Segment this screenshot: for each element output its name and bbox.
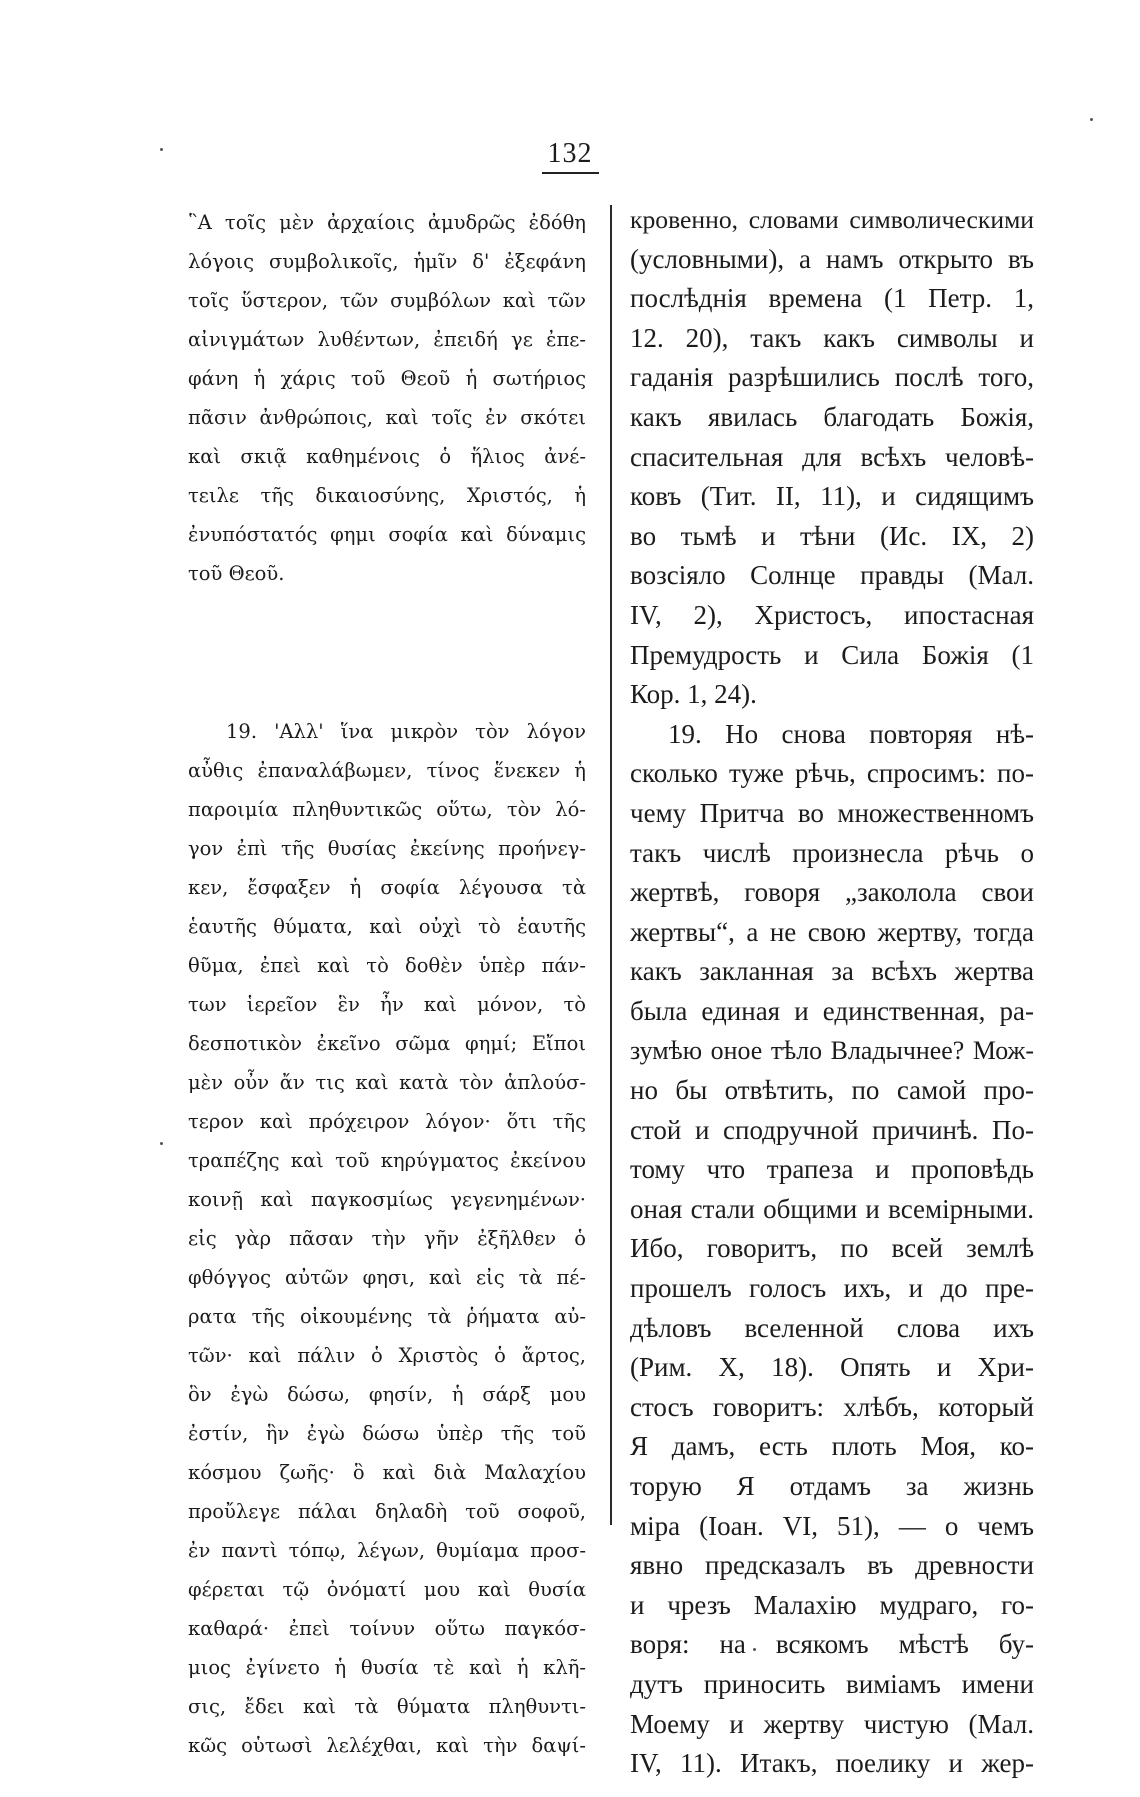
text-line: μιος ἐγίνετο ἡ θυσία τὲ καὶ ἡ κλῆ- <box>188 1656 586 1679</box>
text-line: κῶς οὑτωσὶ λελέχθαι, καὶ τὴν δαψί- <box>188 1734 586 1757</box>
text-line: θῦμα, ἐπεὶ καὶ τὸ δοθὲν ὑπὲρ πάν- <box>188 954 586 977</box>
text-line: во тьмѣ и тѣни (Ис. IX, 2) <box>630 520 1034 551</box>
text-line: παροιμία πληθυντικῶς οὕτω, τὸν λό- <box>188 798 586 821</box>
page-number <box>0 138 1140 174</box>
text-line: φάνη ἡ χάρις τοῦ Θεοῦ ἡ σωτήριος <box>188 367 586 390</box>
text-line: зумѣю оное тѣло Владычнее? Мож- <box>630 1036 1034 1066</box>
text-line: των ἱερεῖον ἓν ἦν καὶ μόνον, τὸ <box>188 993 586 1016</box>
text-line: τοῖς ὕστερον, τῶν συμβόλων καὶ τῶν <box>188 289 586 312</box>
speck <box>160 148 163 151</box>
speck <box>1090 118 1093 121</box>
text-line: ἐνυπόστατός φημι σοφία καὶ δύναμις <box>188 523 586 546</box>
text-line: дѣловъ вселенной слова ихъ <box>630 1312 1034 1343</box>
text-line: λόγοις συμβολικοῖς, ἡμῖν δ' ἐξεφάνη <box>188 250 586 273</box>
text-line: τερον καὶ πρόχειρον λόγον· ὅτι τῆς <box>188 1110 586 1133</box>
text-line: αὖθις ἐπαναλάβωμεν, τίνος ἕνεκεν ἡ <box>188 759 586 782</box>
text-line: была единая и единственная, ра- <box>630 995 1034 1026</box>
text-line: σις, ἔδει καὶ τὰ θύματα πληθυντι- <box>188 1695 586 1718</box>
text-line: и чрезъ Малахію мудраго, го- <box>630 1589 1034 1620</box>
column-divider <box>610 205 612 1525</box>
text-line: ἐστίν, ἣν ἐγὼ δώσω ὑπὲρ τῆς τοῦ <box>188 1422 586 1445</box>
text-line: міра (Іоан. VI, 51), — о чемъ <box>630 1510 1034 1541</box>
text-line: какъ явилась благодать Божія, <box>630 401 1034 432</box>
text-line: дутъ приносить виміамъ имени <box>630 1668 1034 1699</box>
text-line: послѣднія времена (1 Петр. 1, <box>630 283 1034 314</box>
text-line: προὔλεγε πάλαι δηλαδὴ τοῦ σοφοῦ, <box>188 1500 586 1523</box>
text-line: Премудрость и Сила Божія (1 <box>630 639 1034 670</box>
speck <box>160 1142 163 1145</box>
text-line: πᾶσιν ἀνθρώποις, καὶ τοῖς ἐν σκότει <box>188 406 586 429</box>
text-line: жертвѣ, говоря „заколола свои <box>630 877 1034 908</box>
text-line: ῝Α τοῖς μὲν ἀρχαίοις ἀμυδρῶς ἐδόθη <box>188 211 586 234</box>
text-line: καὶ σκιᾷ καθημένοις ὁ ἥλιος ἀνέ- <box>188 445 586 468</box>
text-line: жертвы“, а не свою жертву, тогда <box>630 916 1034 947</box>
text-line: явно предсказалъ въ древности <box>630 1550 1034 1581</box>
text-line: гаданія разрѣшились послѣ того, <box>630 362 1034 393</box>
text-line: стой и сподручной причинѣ. По- <box>630 1114 1034 1145</box>
text-line: оная стали общими и всемірными. <box>630 1193 1034 1224</box>
text-line: 19. 'Αλλ' ἵνα μικρὸν τὸν λόγον <box>226 720 586 743</box>
text-line: кровенно, словами символическими <box>630 205 1034 234</box>
text-line: τοῦ Θεοῦ. <box>188 562 285 585</box>
text-line: тому что трапеза и проповѣдь <box>630 1154 1034 1185</box>
text-line: Моему и жертву чистую (Мал. <box>630 1708 1034 1739</box>
text-line: какъ закланная за всѣхъ жертва <box>630 956 1034 987</box>
text-line: κοινῇ καὶ παγκοσμίως γεγενημένων· <box>188 1188 586 1211</box>
text-line: возсіяло Солнце правды (Мал. <box>630 560 1034 591</box>
text-line: ἑαυτῆς θύματα, καὶ οὐχὶ τὸ ἑαυτῆς <box>188 915 586 938</box>
russian-paragraph-2 <box>630 715 1034 1784</box>
text-line: такъ числѣ произнесла рѣчь о <box>630 837 1034 868</box>
text-line: воря: на всякомъ мѣстѣ бу- <box>630 1629 1034 1660</box>
text-line: ὃν ἐγὼ δώσω, φησίν, ἡ σάρξ μου <box>188 1383 586 1406</box>
russian-column <box>630 200 1034 1784</box>
russian-paragraph-1 <box>630 200 1034 715</box>
text-line: φέρεται τῷ ὀνόματί μου καὶ θυσία <box>188 1578 586 1601</box>
text-line: Ибо, говоритъ, по всей землѣ <box>630 1233 1034 1264</box>
text-line: 19. Но снова повторяя нѣ- <box>668 718 1034 749</box>
text-line: но бы отвѣтить, по самой про- <box>630 1075 1034 1106</box>
text-line: τειλε τῆς δικαιοσύνης, Χριστός, ἡ <box>188 484 586 507</box>
text-line: καθαρά· ἐπεὶ τοίνυν οὕτω παγκόσ- <box>188 1617 586 1640</box>
text-line: φθόγγος αὐτῶν φησι, καὶ εἰς τὰ πέ- <box>188 1266 586 1289</box>
text-line: αἰνιγμάτων λυθέντων, ἐπειδή γε ἐπε- <box>188 328 586 351</box>
text-line: ἐν παντὶ τόπῳ, λέγων, θυμίαμα προσ- <box>188 1539 586 1562</box>
text-line: τῶν· καὶ πάλιν ὁ Χριστὸς ὁ ἄρτος, <box>188 1344 586 1367</box>
text-line: κεν, ἔσφαξεν ἡ σοφία λέγουσα τὰ <box>188 876 586 899</box>
text-line: чему Притча во множественномъ <box>630 797 1034 828</box>
text-line: Я дамъ, есть плоть Моя, ко- <box>630 1431 1034 1462</box>
text-line: εἰς γὰρ πᾶσαν τὴν γῆν ἐξῆλθεν ὁ <box>188 1227 586 1250</box>
text-line: 12. 20), такъ какъ символы и <box>630 322 1034 353</box>
greek-paragraph-1 <box>188 203 586 593</box>
text-line: τραπέζης καὶ τοῦ κηρύγματος ἐκείνου <box>188 1149 586 1172</box>
text-line: κόσμου ζωῆς· ὃ καὶ διὰ Μαλαχίου <box>188 1461 586 1484</box>
text-line: спасительная для всѣхъ человѣ- <box>630 441 1034 472</box>
text-line: IV, 2), Христосъ, ипостасная <box>630 599 1034 630</box>
text-line: ρατα τῆς οἰκουμένης τὰ ῥήματα αὐ- <box>188 1305 586 1328</box>
text-line: торую Я отдамъ за жизнь <box>630 1471 1034 1501</box>
text-line: прошелъ голосъ ихъ, и до пре- <box>630 1273 1034 1304</box>
greek-column <box>188 203 586 1765</box>
text-line: γον ἐπὶ τῆς θυσίας ἐκείνης προήνεγ- <box>188 837 586 860</box>
text-line: стосъ говоритъ: хлѣбъ, который <box>630 1391 1034 1422</box>
text-line: (условными), а намъ открыто въ <box>630 243 1034 274</box>
text-line: δεσποτικὸν ἐκεῖνο σῶμα φημί; Εἴποι <box>188 1032 586 1055</box>
text-line: (Рим. X, 18). Опять и Хри- <box>630 1352 1034 1383</box>
text-line: ковъ (Тит. II, 11), и сидящимъ <box>630 481 1034 512</box>
greek-paragraph-2 <box>188 712 586 1765</box>
page-number-text: 132 <box>542 138 599 174</box>
text-line: μὲν οὖν ἄν τις καὶ κατὰ τὸν ἁπλούσ- <box>188 1071 586 1094</box>
text-line: сколько туже рѣчь, спросимъ: по- <box>630 758 1034 789</box>
text-line: IV, 11). Итакъ, поелику и жер- <box>630 1748 1034 1779</box>
text-line: Кор. 1, 24). <box>630 679 757 710</box>
